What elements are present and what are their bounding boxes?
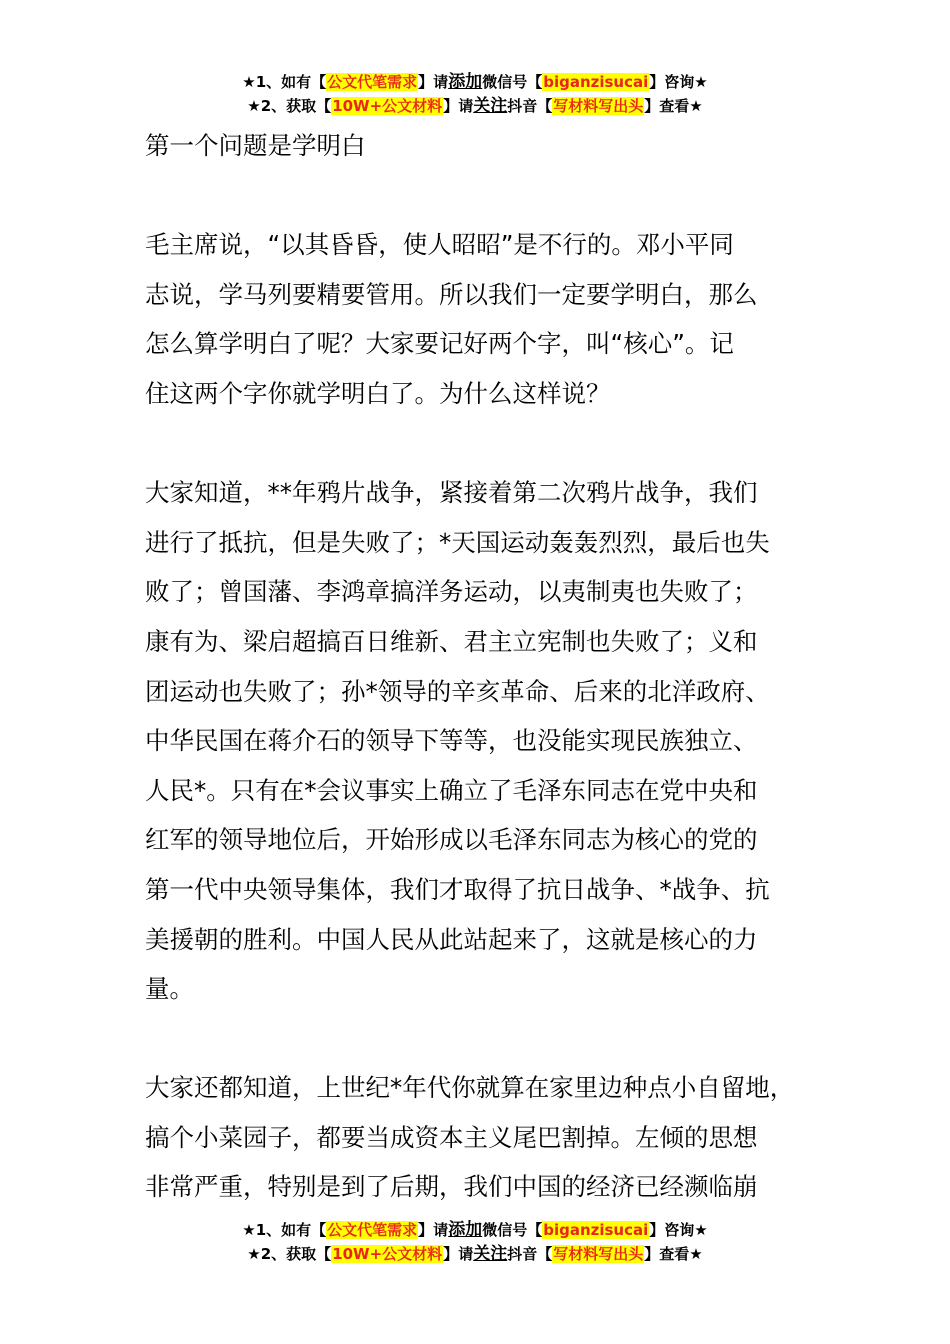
promo-banner-bottom [0, 1218, 950, 1266]
promo-text: ★2、获取【 [247, 97, 332, 115]
promo-text: 抖音【 [507, 97, 553, 115]
promo-text: 微信号【 [482, 73, 543, 91]
paragraph-gap [145, 1014, 835, 1064]
promo-text: 】查看★ [644, 1245, 703, 1263]
promo-wechat-id: biganzisucai [543, 1221, 649, 1239]
promo-banner-top [0, 70, 950, 118]
promo-line-2 [0, 1242, 950, 1266]
promo-text: 抖音【 [507, 1245, 553, 1263]
section-heading: 第一个问题是学明白 [145, 131, 366, 160]
promo-douyin-id: 写材料写出头 [553, 97, 644, 115]
paragraph-1: 毛主席说，“以其昏昏，使人昭昭”是不行的。邓小平同 志说，学马列要精要管用。所以我们一定要学明白，那么 怎么算学明白了呢？大家要记好两个字，叫“核心”。记 住这两个字你就学明白了。为什么这样说？ [145, 230, 758, 408]
promo-text: 】请 [418, 1221, 449, 1239]
promo-text: ★1、如有【 [242, 1221, 327, 1239]
promo-underlined: 关注 [473, 96, 508, 116]
promo-text: 】查看★ [644, 97, 703, 115]
promo-highlight: 公文代笔需求 [327, 1221, 418, 1239]
promo-text: ★1、如有【 [242, 73, 327, 91]
promo-text: 】咨询★ [649, 73, 708, 91]
promo-highlight: 10W+公文材料 [332, 97, 443, 115]
promo-line-1 [0, 1218, 950, 1242]
promo-text: 微信号【 [482, 1221, 543, 1239]
promo-text: 】请 [443, 97, 474, 115]
promo-wechat-id: biganzisucai [543, 73, 649, 91]
document-body [145, 121, 835, 1212]
paragraph-2: 大家知道，**年鸦片战争，紧接着第二次鸦片战争，我们 进行了抵抗，但是失败了；*天国运动轰轰烈烈，最后也失 败了；曾国藩、李鸿章搞洋务运动，以夷制夷也失败了； 康有为、梁启超搞百日维新、君主立宪制也失败了；义和 团运动也失败了；孙*领导的辛亥革命、后来的北洋政府、 中华民国在蒋介石的领导下等等，也没能实现民族独立、 人民*。只有在*会议事实上确立了毛泽东同志在党中央和 红军的领导地位后，开始形成以毛泽东同志为核心的党的 第一代中央领导集体，我们才取得了抗日战争、*战争、抗 美援朝的胜利。中国人民从此站起来了，这就是核心的力 量。 [145, 478, 770, 1004]
paragraph-3: 大家还都知道，上世纪*年代你就算在家里边种点小自留地， 搞个小菜园子，都要当成资本主义尾巴割掉。左倾的思想 非常严重，特别是到了后期，我们中国的经济已经濒临崩 [145, 1073, 795, 1202]
paragraph-gap [145, 171, 835, 221]
promo-line-1 [0, 70, 950, 94]
promo-text: 】咨询★ [649, 1221, 708, 1239]
promo-line-2 [0, 94, 950, 118]
promo-highlight: 公文代笔需求 [327, 73, 418, 91]
promo-underlined: 关注 [473, 1244, 508, 1264]
promo-highlight: 10W+公文材料 [332, 1245, 443, 1263]
paragraph-gap [145, 419, 835, 469]
promo-text: 】请 [443, 1245, 474, 1263]
promo-underlined: 添加 [448, 1220, 483, 1240]
promo-text: ★2、获取【 [247, 1245, 332, 1263]
promo-underlined: 添加 [448, 72, 483, 92]
promo-text: 】请 [418, 73, 449, 91]
promo-douyin-id: 写材料写出头 [553, 1245, 644, 1263]
